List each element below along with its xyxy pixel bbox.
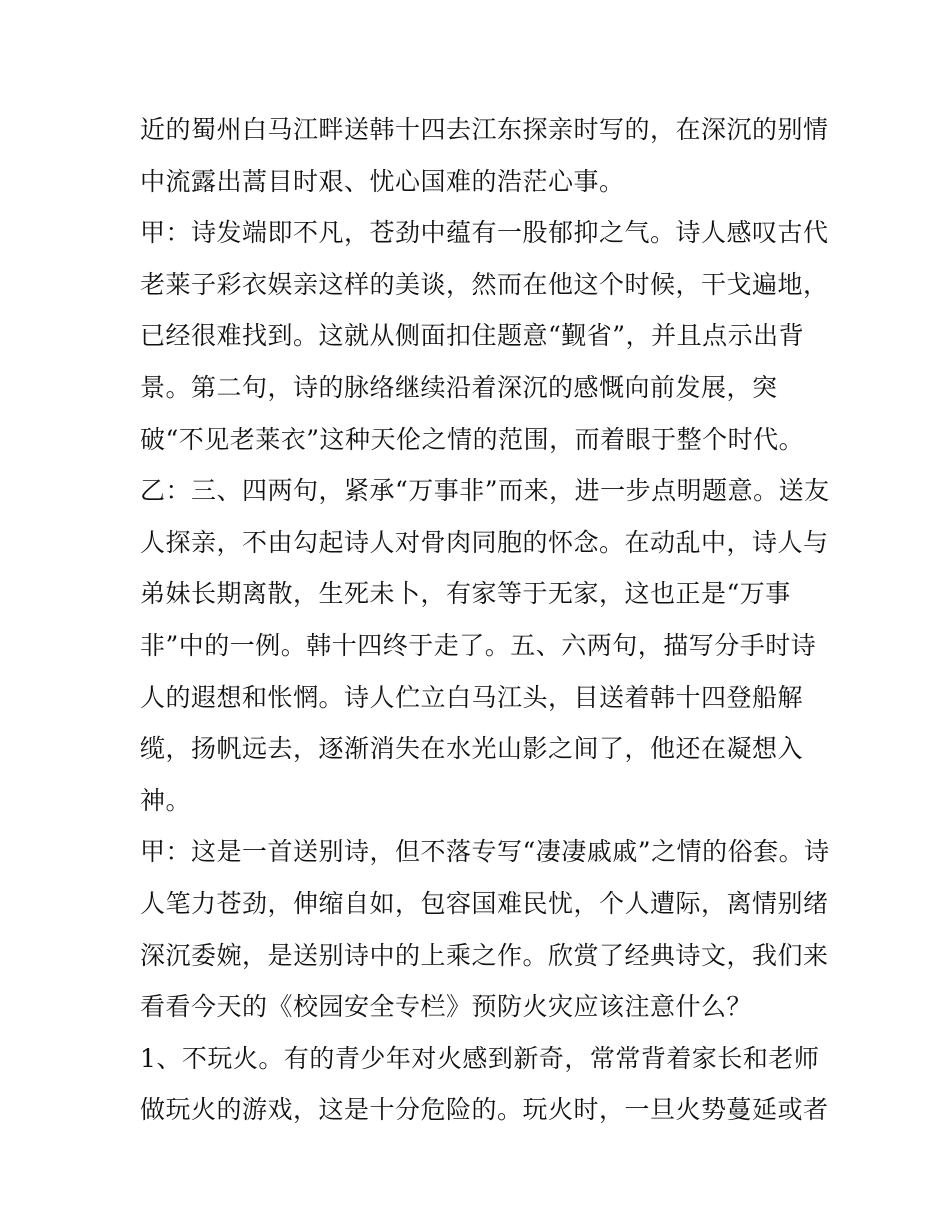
text-line: 景。第二句，诗的脉络继续沿着深沉的感慨向前发展，突 [140, 372, 778, 402]
text-line: 缆，扬帆远去，逐渐消失在水光山影之间了，他还在凝想入 [140, 734, 804, 764]
text-line: 人笔力苍劲，伸缩自如，包容国难民忧，个人遭际，离情别绪 [140, 888, 829, 918]
text-line: 非”中的一例。韩十四终于走了。五、六两句，描写分手时诗 [140, 630, 817, 660]
text-line: 人的遐想和怅惘。诗人伫立白马江头，目送着韩十四登船解 [140, 682, 804, 712]
text-line: 弟妹长期离散，生死未卜，有家等于无家，这也正是“万事 [140, 579, 791, 609]
text-line: 老莱子彩衣娱亲这样的美谈，然而在他这个时候，干戈遍地， [140, 269, 829, 299]
text-line: 破“不见老莱衣”这种天伦之情的范围，而着眼于整个时代。 [140, 424, 805, 454]
text-line: 看看今天的《校园安全专栏》预防火灾应该注意什么？ [140, 992, 753, 1022]
text-line: 1、不玩火。有的青少年对火感到新奇，常常背着家长和老师 [140, 1043, 820, 1073]
text-line: 近的蜀州白马江畔送韩十四去江东探亲时写的，在深沉的别情 [140, 115, 829, 144]
text-line: 已经很难找到。这就从侧面扣住题意“觐省”，并且点示出背 [140, 321, 805, 351]
text-line: 人探亲，不由勾起诗人对骨肉同胞的怀念。在动乱中，诗人与 [140, 527, 829, 557]
text-line: 神。 [140, 785, 192, 815]
text-line: 甲：这是一首送别诗，但不落专写“凄凄戚戚”之情的俗套。诗 [140, 837, 830, 867]
text-line: 甲：诗发端即不凡，苍劲中蕴有一股郁抑之气。诗人感叹古代 [140, 218, 829, 248]
text-line: 深沉委婉，是送别诗中的上乘之作。欣赏了经典诗文，我们来 [140, 940, 829, 970]
document-body [140, 104, 830, 1136]
text-line: 乙：三、四两句，紧承“万事非”而来，进一步点明题意。送友 [140, 476, 830, 506]
text-line: 中流露出蒿目时艰、忧心国难的浩茫心事。 [140, 166, 625, 196]
text-line: 做玩火的游戏，这是十分危险的。玩火时，一旦火势蔓延或者 [140, 1095, 829, 1125]
